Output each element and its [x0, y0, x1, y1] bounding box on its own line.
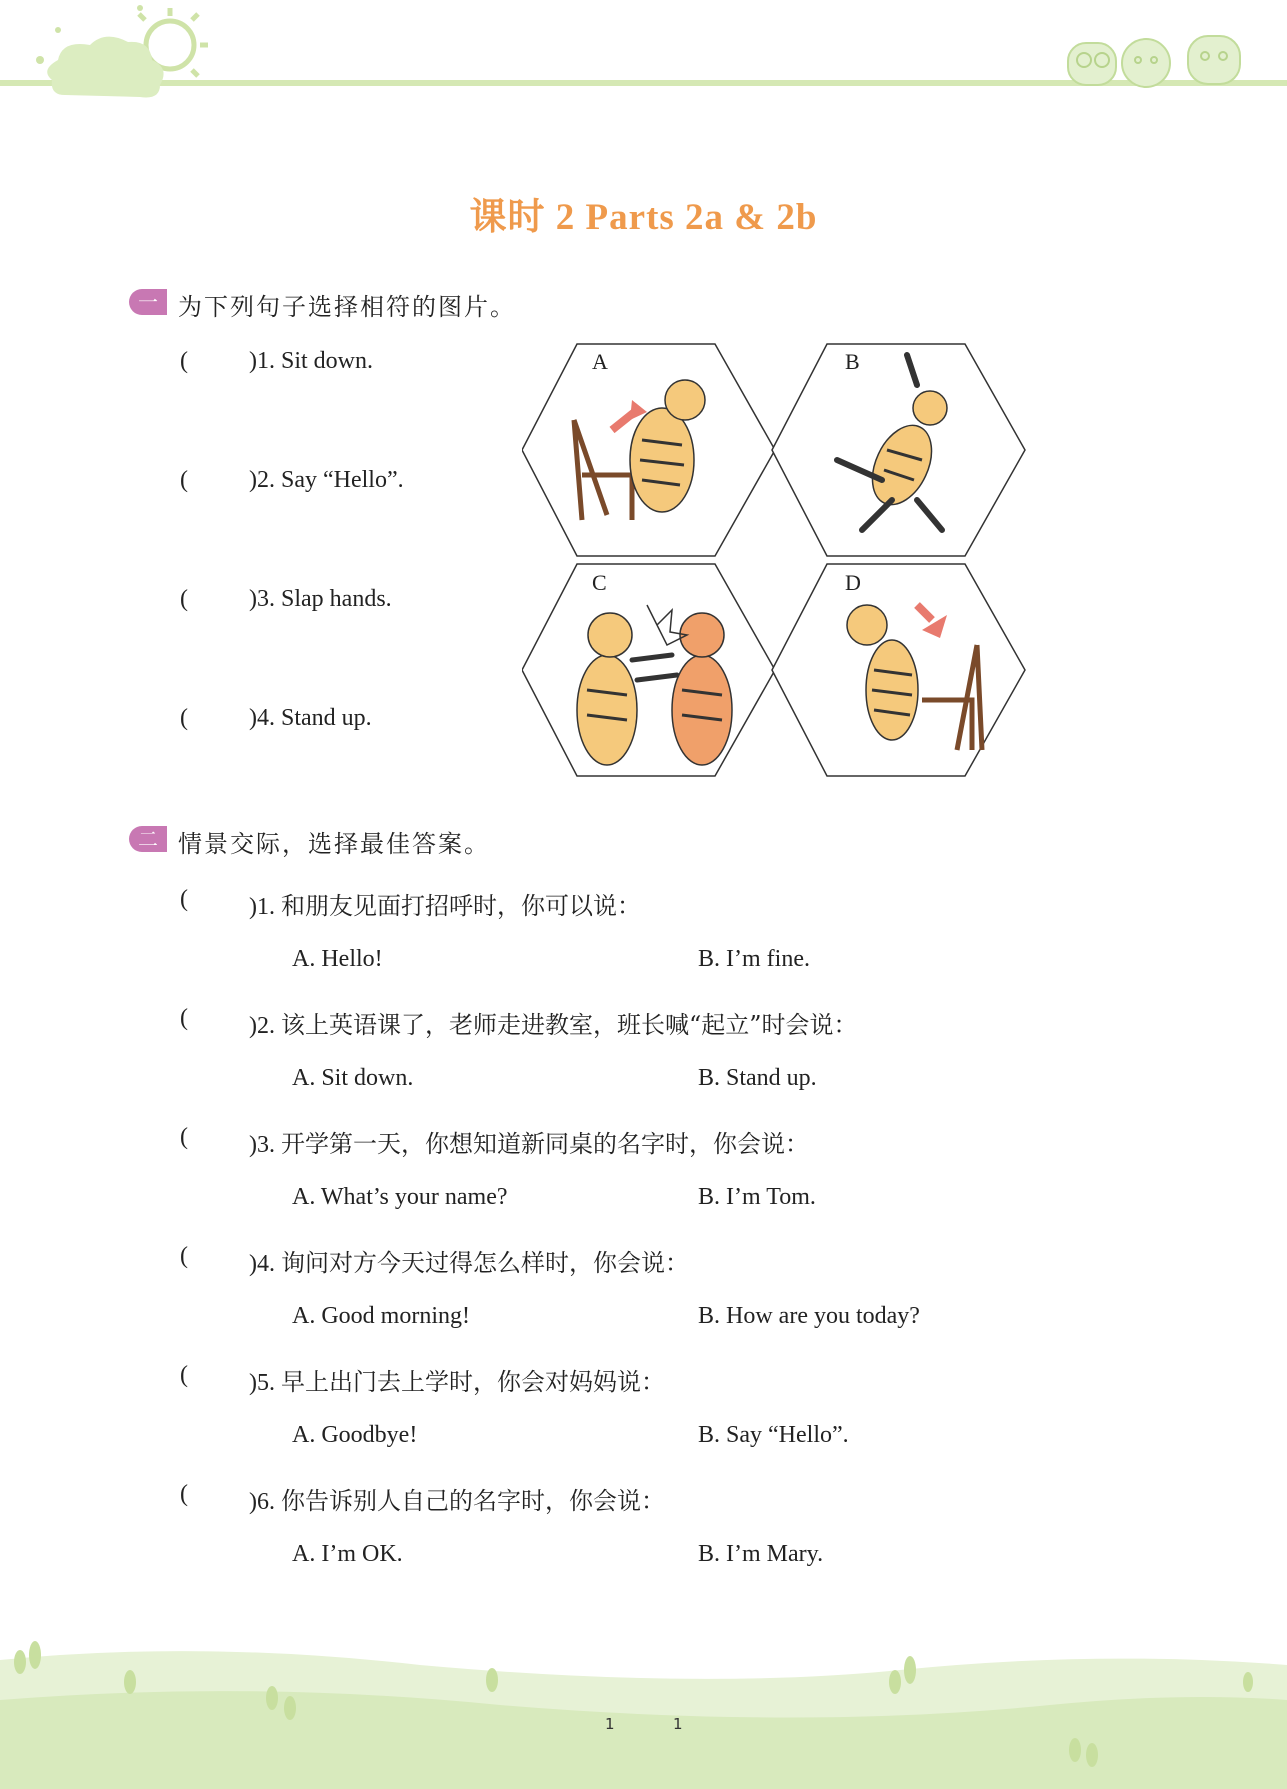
picture-a[interactable] — [522, 344, 775, 556]
answer-blank-open-paren: ( — [180, 467, 188, 493]
section-1-badge: 一 — [129, 289, 167, 315]
section-1-item-1[interactable] — [249, 348, 373, 375]
answer-blank-open-paren: ( — [180, 1243, 188, 1269]
question-number: )1. — [249, 894, 275, 920]
item-text: Sit down. — [281, 348, 374, 374]
answer-blank-open-paren: ( — [180, 1362, 188, 1388]
section-1-item-3[interactable] — [249, 586, 392, 613]
item-number: )2. — [249, 467, 275, 493]
option-a[interactable]: A. What’s your name? — [292, 1184, 508, 1210]
question-number: )4. — [249, 1251, 275, 1277]
picture-b-label: B — [845, 349, 860, 374]
question-text: 该上英语课了，老师走进教室，班长喊“起立”时会说： — [281, 1011, 858, 1039]
picture-c-label: C — [592, 570, 607, 595]
picture-grid — [522, 340, 1028, 780]
answer-blank-open-paren: ( — [180, 348, 188, 374]
page-number-left: 1 — [605, 1715, 615, 1733]
question-number: )3. — [249, 1132, 275, 1158]
question-number: )6. — [249, 1489, 275, 1515]
section-2-badge: 二 — [129, 826, 167, 852]
answer-blank-open-paren: ( — [180, 1481, 188, 1507]
section-1-item-2[interactable] — [249, 467, 404, 494]
sun-cloud-icon — [10, 0, 210, 110]
picture-d-label: D — [845, 570, 861, 595]
item-number: )3. — [249, 586, 275, 612]
section-2-question-1[interactable] — [249, 886, 641, 921]
picture-c[interactable] — [522, 564, 775, 776]
option-a[interactable]: A. Hello! — [292, 946, 383, 972]
option-b[interactable]: B. How are you today? — [698, 1303, 920, 1329]
section-2-question-3[interactable] — [249, 1124, 809, 1159]
question-text: 你告诉别人自己的名字时，你会说： — [281, 1487, 665, 1515]
picture-b[interactable] — [772, 344, 1025, 556]
section-2-question-5[interactable] — [249, 1362, 665, 1397]
question-number: )5. — [249, 1370, 275, 1396]
option-b[interactable]: B. Stand up. — [698, 1065, 817, 1091]
footer-grass-decoration — [0, 1620, 1287, 1789]
option-b[interactable]: B. Say “Hello”. — [698, 1422, 849, 1448]
item-number: )1. — [249, 348, 275, 374]
option-a[interactable]: A. Good morning! — [292, 1303, 470, 1329]
section-1-title: 为下列句子选择相符的图片。 — [178, 293, 516, 321]
answer-blank-open-paren: ( — [180, 886, 188, 912]
option-b[interactable]: B. I’m fine. — [698, 946, 810, 972]
page-number-right: 1 — [673, 1715, 683, 1733]
section-2-question-4[interactable] — [249, 1243, 689, 1278]
item-text: Stand up. — [281, 705, 372, 731]
item-number: )4. — [249, 705, 275, 731]
question-text: 早上出门去上学时，你会对妈妈说： — [281, 1368, 665, 1396]
question-text: 开学第一天，你想知道新同桌的名字时，你会说： — [281, 1130, 809, 1158]
question-text: 询问对方今天过得怎么样时，你会说： — [281, 1249, 689, 1277]
section-2-question-6[interactable] — [249, 1481, 665, 1516]
question-number: )2. — [249, 1013, 275, 1039]
answer-blank-open-paren: ( — [180, 1005, 188, 1031]
section-2-title: 情景交际，选择最佳答案。 — [178, 830, 490, 858]
answer-blank-open-paren: ( — [180, 705, 188, 731]
picture-a-label: A — [592, 349, 608, 374]
answer-blank-open-paren: ( — [180, 586, 188, 612]
option-b[interactable]: B. I’m Tom. — [698, 1184, 816, 1210]
picture-d[interactable] — [772, 564, 1025, 776]
option-a[interactable]: A. Sit down. — [292, 1065, 414, 1091]
animal-faces-icon — [1050, 8, 1250, 88]
answer-blank-open-paren: ( — [180, 1124, 188, 1150]
item-text: Say “Hello”. — [281, 467, 404, 493]
option-b[interactable]: B. I’m Mary. — [698, 1541, 824, 1567]
item-text: Slap hands. — [281, 586, 392, 612]
option-a[interactable]: A. Goodbye! — [292, 1422, 418, 1448]
option-a[interactable]: A. I’m OK. — [292, 1541, 403, 1567]
section-2-question-2[interactable] — [249, 1005, 858, 1040]
section-1-item-4[interactable] — [249, 705, 372, 732]
question-text: 和朋友见面打招呼时，你可以说： — [281, 892, 641, 920]
page-title: 课时 2 Parts 2a & 2b — [469, 197, 818, 238]
